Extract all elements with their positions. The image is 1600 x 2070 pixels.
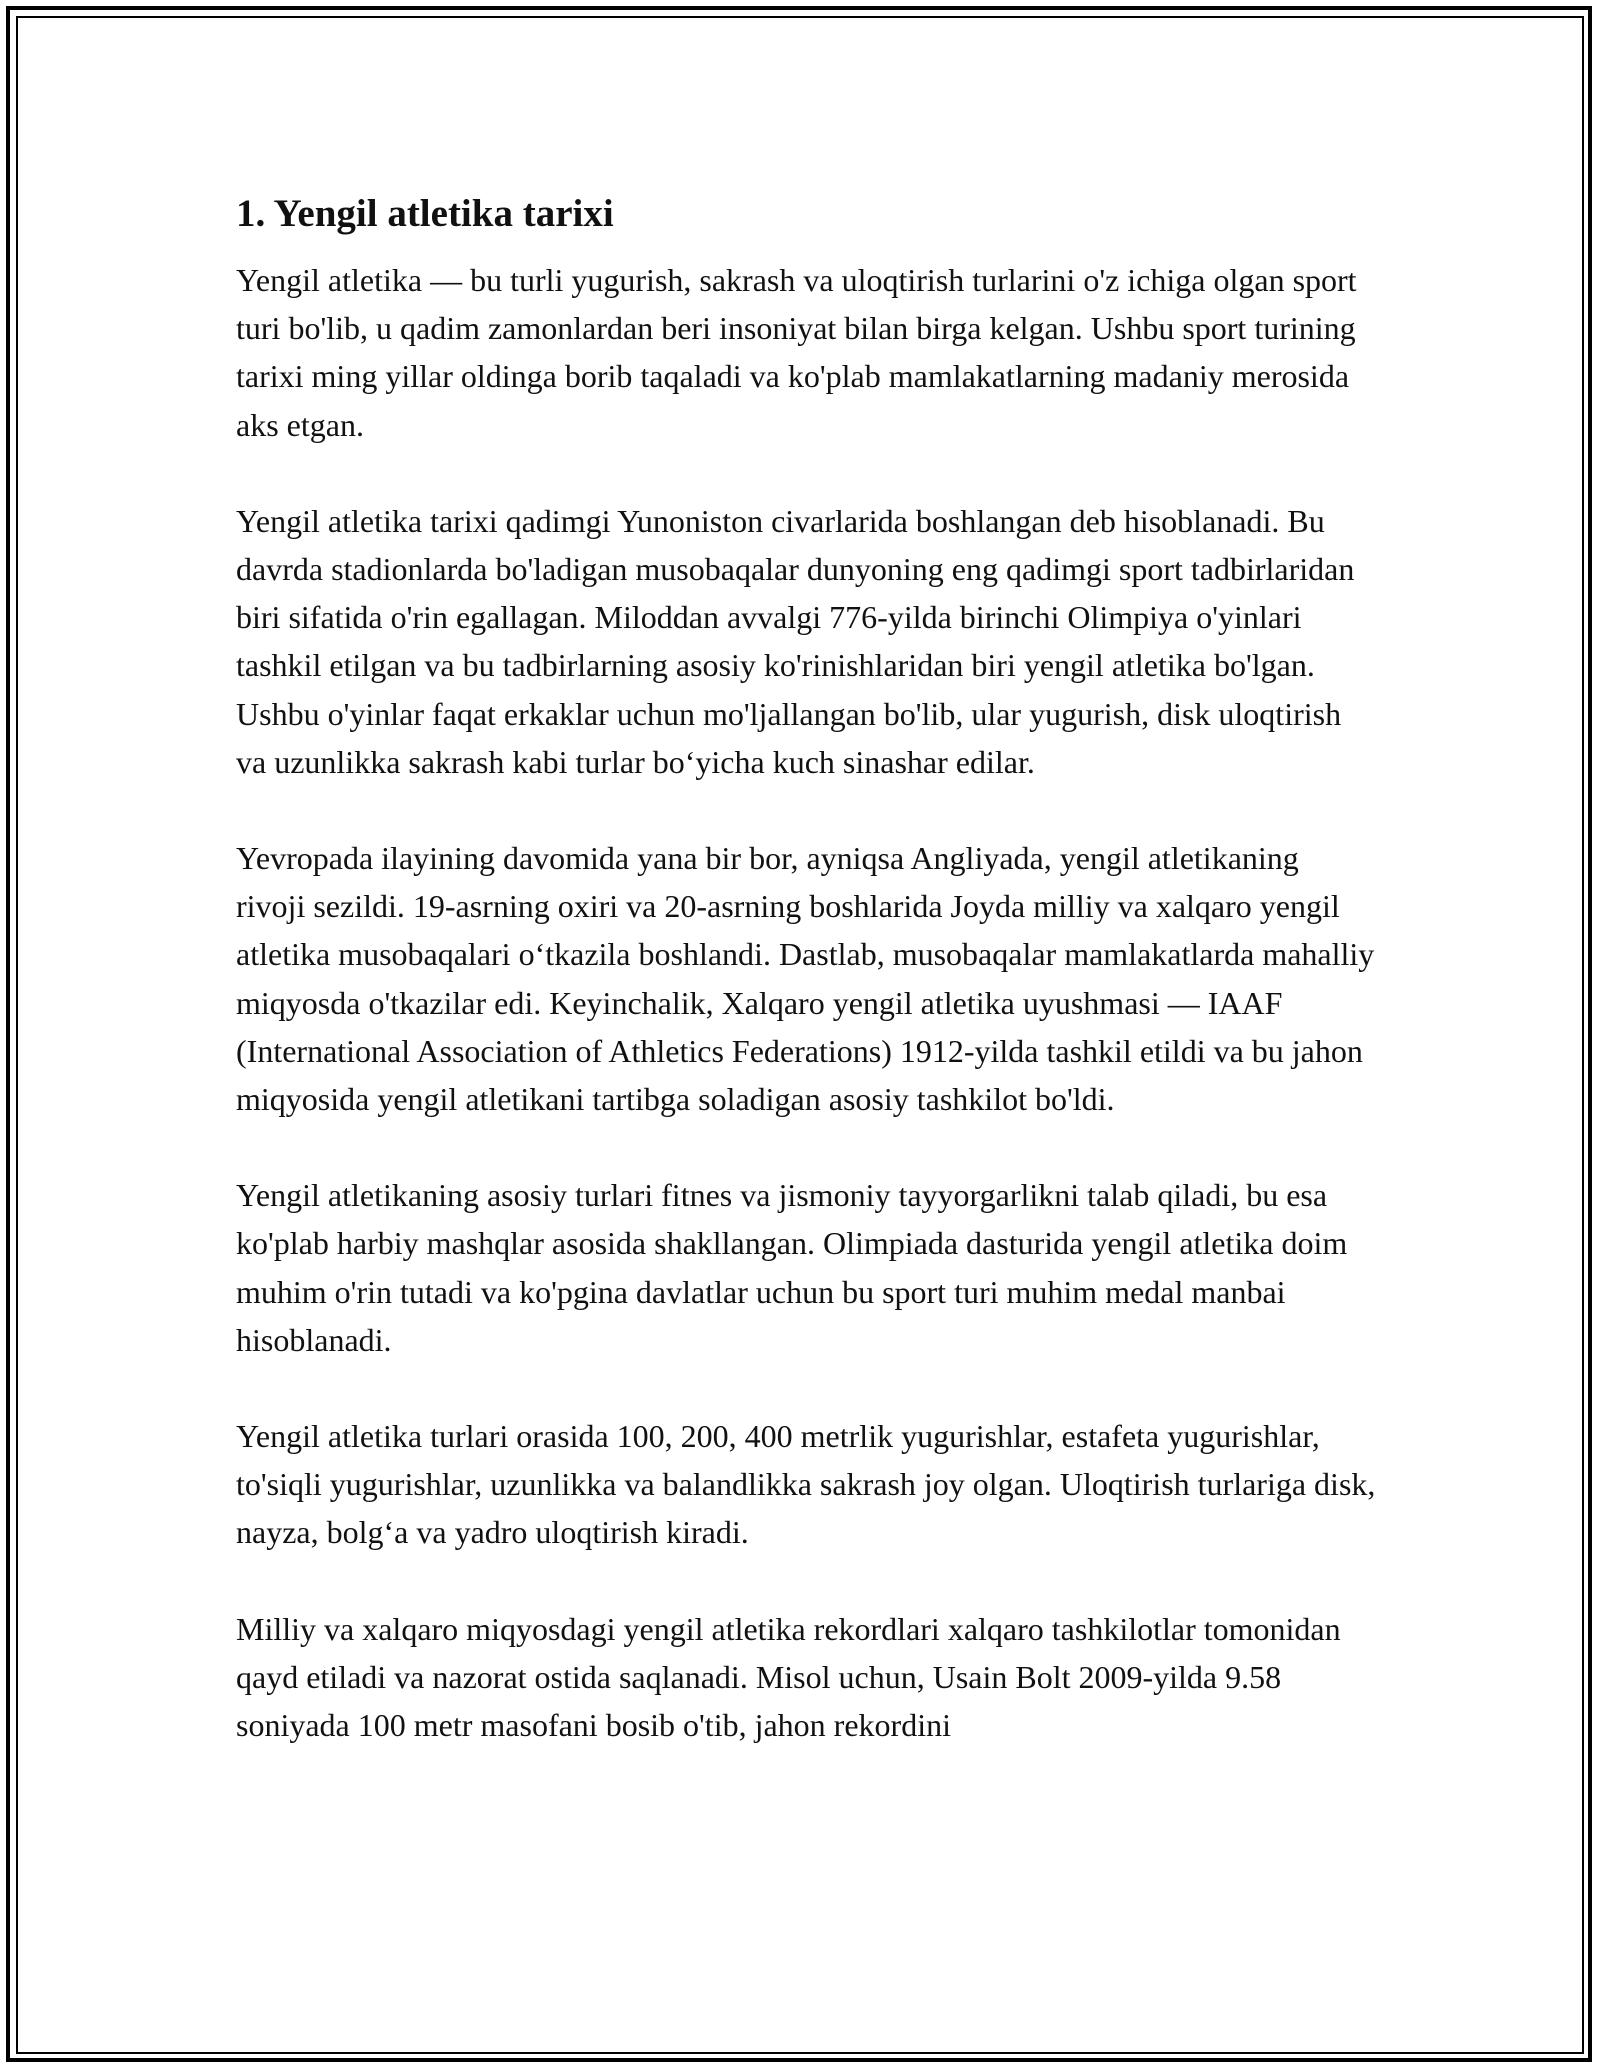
document-body [236, 186, 1376, 1797]
paragraph-4: Yengil atletikaning asosiy turlari fitnes va jismoniy tayyorgarlikni talab qiladi, bu esa ko'plab harbiy mashqlar asosida shakllangan. Olimpiada dasturida yengil atletika doim muhim o'rin tutadi va ko'pgina davlatlar uchun bu sport turi muhim medal manbai hisoblanadi. [236, 1177, 1348, 1358]
paragraph-1: Yengil atletika — bu turli yugurish, sakrash va uloqtirish turlarini o'z ichiga olgan sport turi bo'lib, u qadim zamonlardan beri insoniyat bilan birga kelgan. Ushbu sport turining tarixi ming yillar oldinga borib taqaladi va ko'plab mamlakatlarning madaniy merosida aks etgan. [236, 262, 1357, 443]
paragraph-5: Yengil atletika turlari orasida 100, 200, 400 metrlik yugurishlar, estafeta yugurishlar, to'siqli yugurishlar, uzunlikka va balandlikka sakrash joy olgan. Uloqtirish turlariga disk, nayza, bolg‘a va yadro uloqtirish kiradi. [236, 1418, 1376, 1551]
paragraph-6: Milliy va xalqaro miqyosdagi yengil atletika rekordlari xalqaro tashkilotlar tomonidan qayd etiladi va nazorat ostida saqlanadi. Misol uchun, Usain Bolt 2009-yilda 9.58 soniyada 100 metr masofani bosib o'tib, jahon rekordini [236, 1610, 1341, 1744]
paragraph-2: Yengil atletika tarixi qadimgi Yunoniston civarlarida boshlangan deb hisoblanadi. Bu davrda stadionlarda bo'ladigan musobaqalar dunyoning eng qadimgi sport tadbirlaridan biri sifatida o'rin egallagan. Miloddan avvalgi 776-yilda birinchi Olimpiya o'yinlari tashkil etilgan va bu tadbirlarning asosiy ko'rinishlaridan biri yengil atletika bo'lgan. Ushbu o'yinlar faqat erkaklar uchun mo'ljallangan bo'lib, ular yugurish, disk uloqtirish va uzunlikka sakrash kabi turlar bo‘yicha kuch sinashar edilar. [236, 502, 1355, 780]
section-heading: 1. Yengil atletika tarixi [236, 192, 614, 235]
paragraph-3: Yevropada ilayining davomida yana bir bor, ayniqsa Angliyada, yengil atletikaning rivoji sezildi. 19-asrning oxiri va 20-asrning boshlarida Joyda milliy va xalqaro yengil atletika musobaqalari o‘tkazila boshlandi. Dastlab, musobaqalar mamlakatlarda mahalliy miqyosda o'tkazilar edi. Keyinchalik, Xalqaro yengil atletika uyushmasi — IAAF (International Association of Athletics Federations) 1912-yilda tashkil etildi va bu jahon miqyosida yengil atletikani tartibga soladigan asosiy tashkilot bo'ldi. [236, 840, 1375, 1118]
